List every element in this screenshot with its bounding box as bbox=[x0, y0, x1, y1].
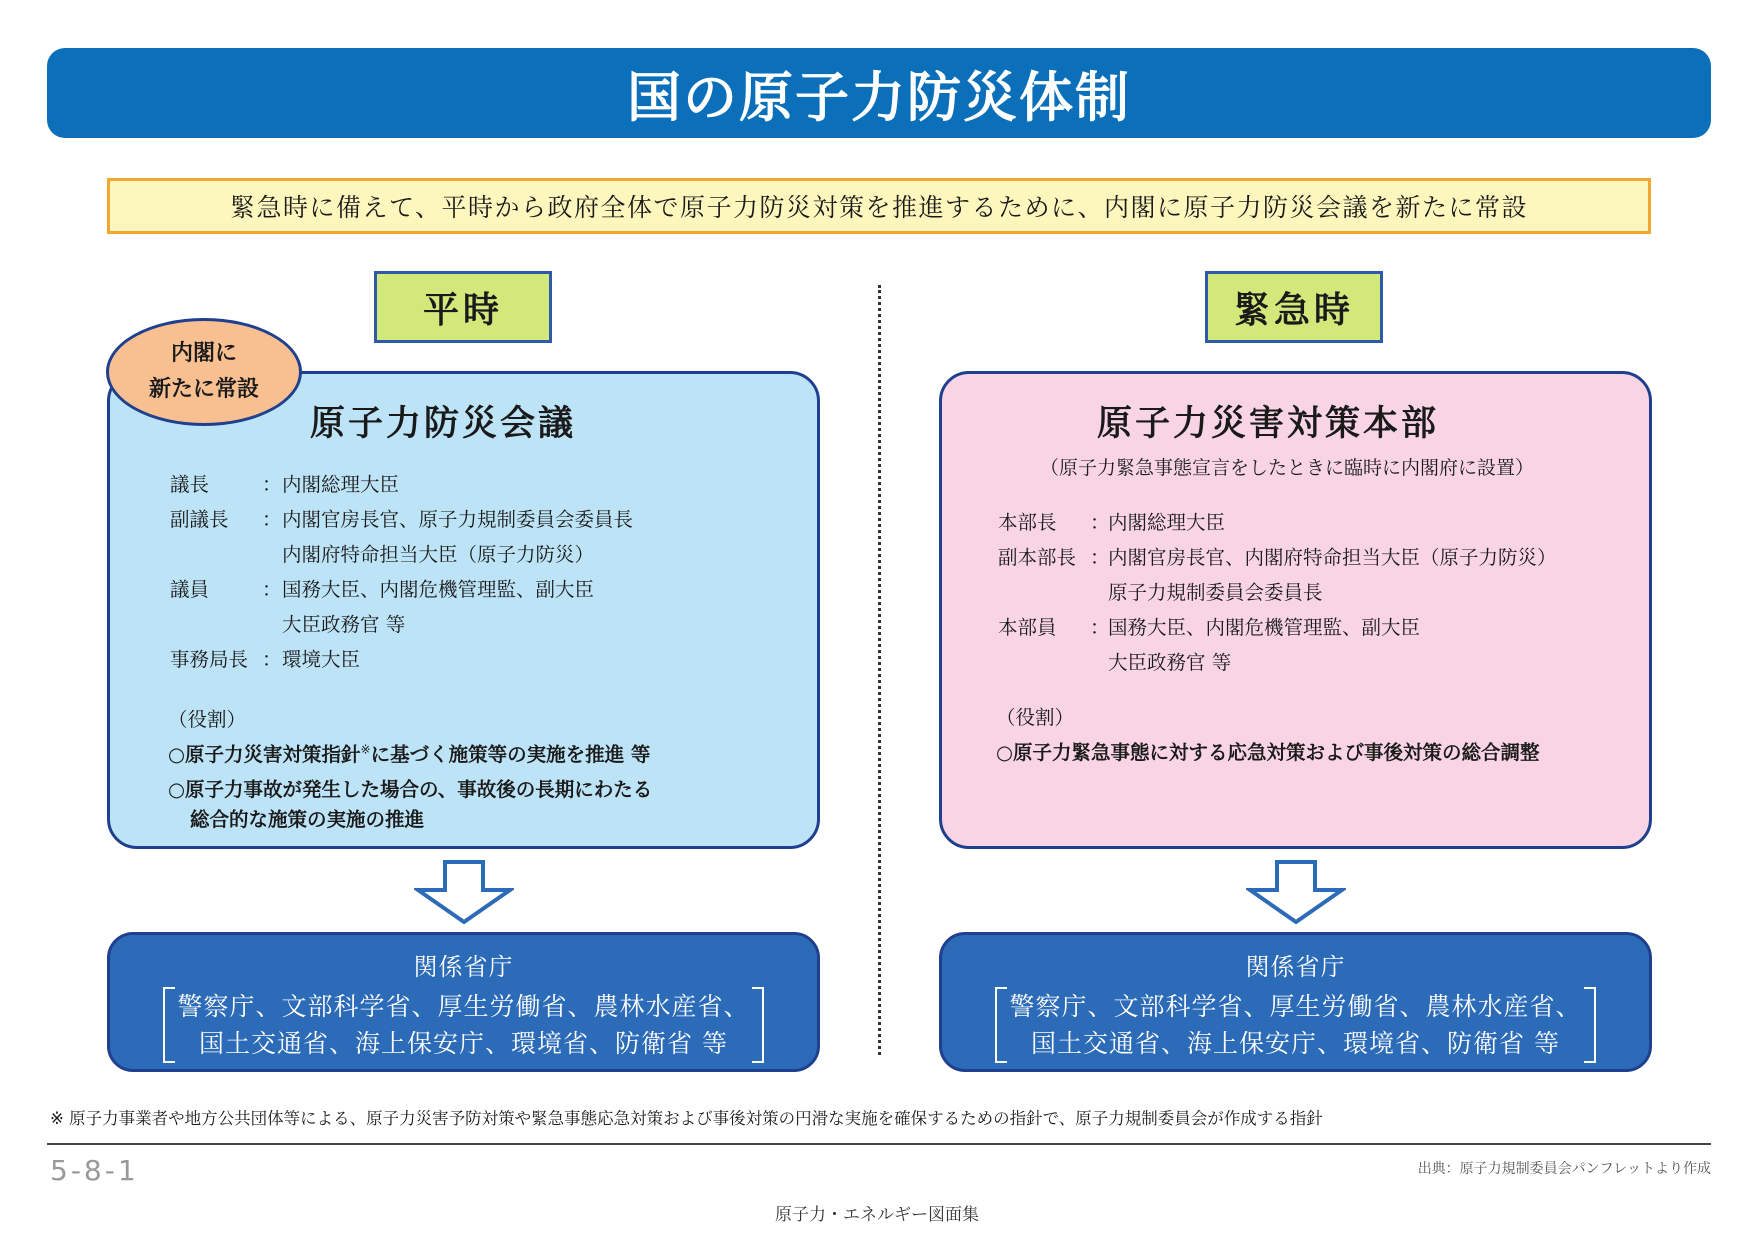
role-heading: （役割） bbox=[168, 708, 247, 731]
member-label: 本部長 bbox=[998, 511, 1057, 534]
member-value: 内閣総理大臣 bbox=[282, 473, 400, 496]
panel-title: 原子力防災会議 bbox=[310, 404, 577, 444]
agency-title: 関係省庁 bbox=[413, 953, 514, 981]
page-number: 5-8-1 bbox=[50, 1154, 139, 1187]
role-item bbox=[168, 739, 650, 767]
member-value: 内閣官房長官、内閣府特命担当大臣（原子力防災） bbox=[1108, 546, 1557, 569]
member-value-continued: 大臣政務官 等 bbox=[282, 613, 406, 636]
book-title: 原子力・エネルギー図面集 bbox=[775, 1205, 979, 1225]
related-ministries-box bbox=[939, 932, 1652, 1072]
role-item: ○原子力事故が発生した場合の、事故後の長期にわたる bbox=[168, 778, 653, 801]
member-value: 内閣総理大臣 bbox=[1108, 511, 1226, 534]
colon: ： bbox=[262, 578, 282, 601]
member-value-continued: 原子力規制委員会委員長 bbox=[1108, 581, 1323, 604]
colon: ： bbox=[262, 648, 282, 671]
down-arrow-icon bbox=[1246, 860, 1346, 924]
member-label: 本部員 bbox=[998, 616, 1057, 639]
related-ministries-box bbox=[107, 932, 820, 1072]
role-item-continued: 総合的な施策の実施の推進 bbox=[190, 808, 425, 831]
footer-rule bbox=[47, 1143, 1711, 1145]
badge-line: 内閣に bbox=[170, 341, 237, 366]
role-heading: （役割） bbox=[996, 706, 1075, 729]
panel-title: 原子力災害対策本部 bbox=[1097, 404, 1440, 444]
title-bar bbox=[47, 48, 1711, 138]
colon: ： bbox=[262, 508, 282, 531]
source-note: 出典：原子力規制委員会パンフレットより作成 bbox=[1417, 1161, 1711, 1177]
role-text: ○原子力災害対策指針 bbox=[168, 743, 361, 766]
nuclear-disaster-council-panel bbox=[107, 371, 820, 849]
colon: ： bbox=[1090, 511, 1110, 534]
agency-line: 国土交通省、海上保安庁、環境省、防衛省 等 bbox=[1031, 1029, 1560, 1058]
member-label: 議長 bbox=[170, 473, 210, 496]
role-item: ○原子力緊急事態に対する応急対策および事後対策の総合調整 bbox=[996, 741, 1540, 764]
label-emergency: 緊急時 bbox=[1205, 271, 1383, 343]
down-arrow-icon bbox=[414, 860, 514, 924]
footnote: ※ 原子力事業者や地方公共団体等による、原子力災害予防対策や緊急事態応急対策および事後対策の円滑な実施を確保するための指針で、原子力規制委員会が作成する指針 bbox=[50, 1109, 1323, 1128]
member-value-continued: 内閣府特命担当大臣（原子力防災） bbox=[282, 543, 595, 566]
page-title: 国の原子力防災体制 bbox=[627, 65, 1131, 129]
member-value: 環境大臣 bbox=[282, 648, 361, 671]
colon: ： bbox=[1090, 546, 1110, 569]
member-value: 国務大臣、内閣危機管理監、副大臣 bbox=[1108, 616, 1421, 639]
colon: ： bbox=[262, 473, 282, 496]
agency-line: 国土交通省、海上保安庁、環境省、防衛省 等 bbox=[199, 1029, 728, 1058]
new-permanent-badge bbox=[106, 318, 302, 426]
agency-line: 警察庁、文部科学省、厚生労働省、農林水産省、 bbox=[177, 992, 750, 1021]
footnote-mark: ※ bbox=[360, 742, 371, 757]
center-divider bbox=[878, 285, 881, 1055]
member-label: 副議長 bbox=[170, 508, 229, 531]
member-value: 内閣官房長官、原子力規制委員会委員長 bbox=[282, 508, 634, 531]
member-value: 国務大臣、内閣危機管理監、副大臣 bbox=[282, 578, 595, 601]
badge-line: 新たに常設 bbox=[148, 377, 259, 402]
role-text: に基づく施策等の実施を推進 等 bbox=[370, 743, 651, 766]
member-label: 副本部長 bbox=[998, 546, 1077, 569]
nuclear-emergency-hq-panel bbox=[939, 371, 1652, 849]
panel-subtitle: （原子力緊急事態宣言をしたときに臨時に内閣府に設置） bbox=[1040, 457, 1535, 479]
agency-line: 警察庁、文部科学省、厚生労働省、農林水産省、 bbox=[1009, 992, 1582, 1021]
agency-title: 関係省庁 bbox=[1245, 953, 1346, 981]
label-normal-time: 平時 bbox=[374, 271, 552, 343]
member-label: 事務局長 bbox=[170, 648, 249, 671]
summary-box: 緊急時に備えて、平時から政府全体で原子力防災対策を推進するために、内閣に原子力防災会議を新たに常設 bbox=[107, 178, 1651, 234]
colon: ： bbox=[1090, 616, 1110, 639]
member-label: 議員 bbox=[170, 578, 210, 601]
member-value-continued: 大臣政務官 等 bbox=[1108, 651, 1232, 674]
